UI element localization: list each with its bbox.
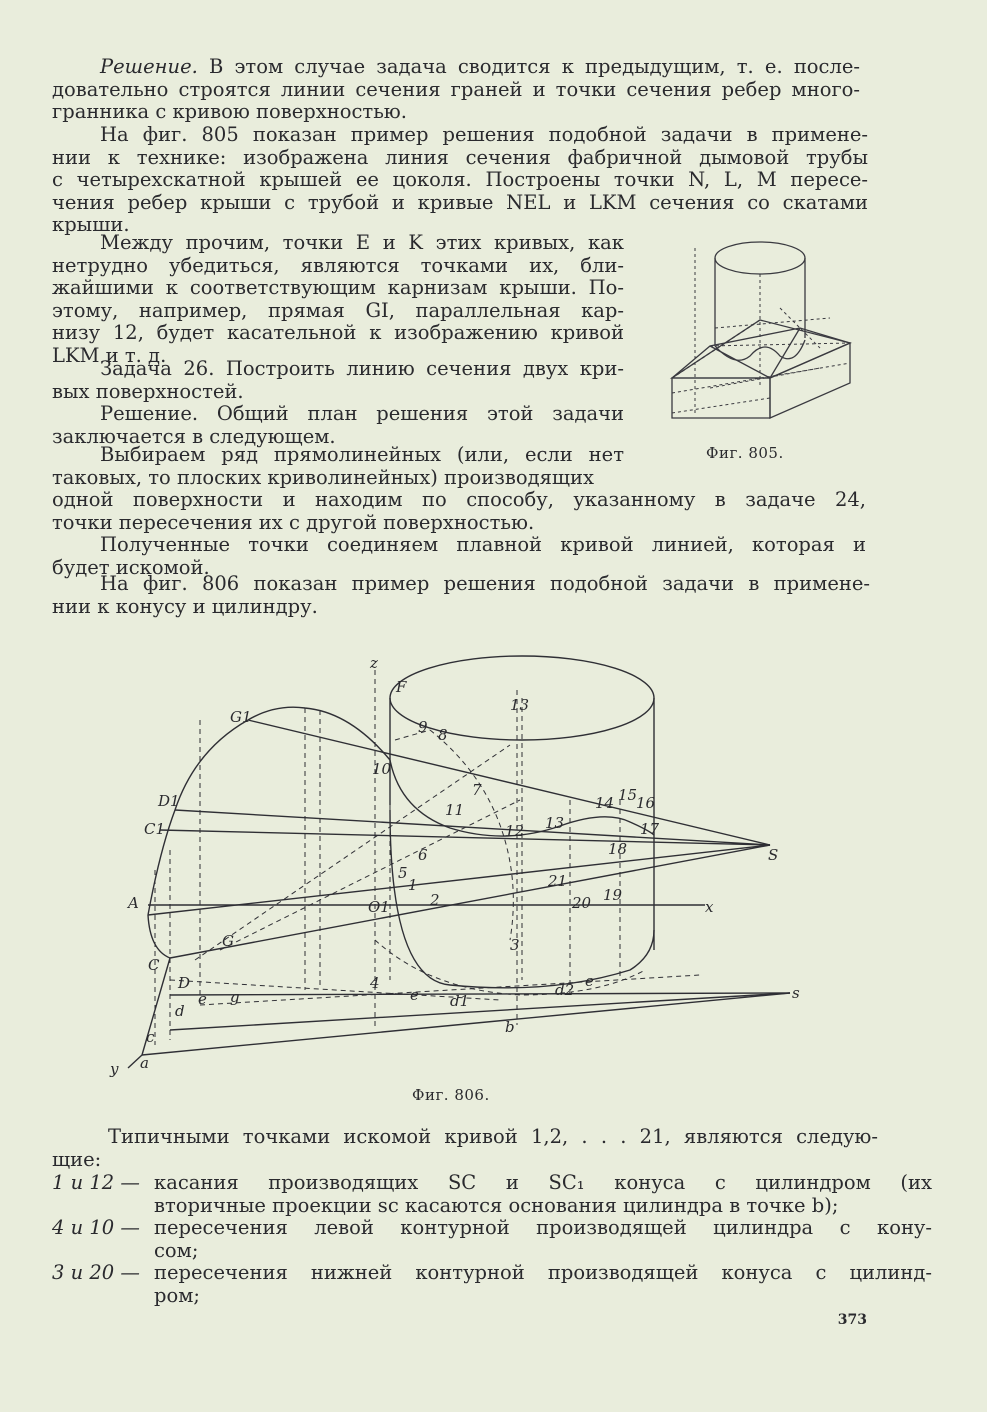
p2-line2: нии к технике: изображена линия сечения фабричной дымовой трубы	[52, 145, 868, 169]
paragraph-choose-generators-cont	[52, 489, 866, 534]
label-19: 19	[603, 886, 623, 904]
p2-line1: На фиг. 805 показан пример решения подобной задачи в примене-	[100, 123, 868, 146]
p2-line3: с четырехскатной крышей ее цоколя. Построены точки N, L, M пересе-	[52, 168, 868, 191]
label-F: F	[396, 678, 407, 696]
label-15: 15	[618, 786, 638, 804]
label-D: D	[178, 974, 191, 992]
p2-line5: крыши.	[52, 213, 130, 236]
paragraph-solution-plan	[52, 403, 624, 448]
p1-line3: гранника с кривою поверхностью.	[52, 100, 407, 123]
p3-line5: низу 12, будет касательной к изображению кривой	[52, 321, 624, 344]
label-6: 6	[418, 846, 428, 864]
paragraph-tangent-note	[52, 232, 624, 367]
label-d1: d1	[450, 992, 470, 1010]
p3-line4: этому, например, прямая GI, параллельная кар-	[52, 298, 624, 322]
label-8: 8	[438, 726, 448, 744]
p4-line1: Задача 26. Построить линию сечения двух кри-	[100, 357, 624, 380]
label-C1: C1	[144, 820, 166, 838]
paragraph-fig805-description	[52, 124, 868, 237]
label-c: c	[146, 1028, 155, 1046]
p3-line3: жайшими к соответствующим карнизам крыши. По-	[52, 276, 624, 299]
label-S: S	[768, 846, 779, 864]
p3-line2: нетрудно убедиться, являются точками их, бли-	[52, 253, 624, 277]
label-13: 13	[545, 814, 565, 832]
paragraph-choose-generators	[52, 444, 624, 489]
figure-805	[650, 228, 865, 433]
label-G1: G1	[230, 708, 252, 726]
label-10: 10	[372, 760, 392, 778]
paragraph-fig806-description	[52, 573, 870, 618]
label-C: C	[148, 956, 160, 974]
p5-line2: заключается в следующем.	[52, 424, 336, 448]
p9-line2: щие:	[52, 1147, 102, 1171]
p6-line4: точки пересечения их с другой поверхностью.	[52, 510, 535, 534]
label-2: 2	[430, 891, 440, 909]
list-item-line: ром;	[154, 1283, 200, 1307]
label-s: s	[792, 984, 800, 1002]
page-number: 373	[837, 1312, 867, 1328]
label-11: 11	[445, 801, 465, 819]
label-9: 9	[418, 718, 428, 736]
list-item-line: сом;	[154, 1238, 199, 1262]
solution-word: Решение.	[100, 55, 198, 78]
p3-line1: Между прочим, точки E и K этих кривых, как	[100, 231, 624, 254]
p6-line3: одной поверхности и находим по способу, указанному в задаче 24,	[52, 488, 866, 511]
label-17: 17	[640, 820, 660, 838]
label-O1: O1	[368, 898, 390, 916]
p6-line2: таковых, то плоских криволинейных) производящих	[52, 465, 595, 489]
paragraph-solution-intro	[52, 56, 860, 124]
label-18: 18	[608, 840, 628, 858]
label-g: g	[230, 988, 240, 1006]
label-z: z	[370, 654, 378, 672]
caption-fig805: Фиг. 805.	[706, 444, 784, 462]
list-item-line: вторичные проекции sc касаются основания цилиндра в точке b);	[154, 1193, 839, 1217]
label-x: x	[705, 898, 714, 916]
label-20: 20	[572, 894, 592, 912]
label-13-top: 13	[510, 696, 530, 714]
label-5: 5	[398, 864, 408, 882]
p6-line1: Выбираем ряд прямолинейных (или, если нет	[100, 443, 624, 466]
p8-line1: На фиг. 806 показан пример решения подобной задачи в примене-	[100, 572, 870, 595]
p7-line1: Полученные точки соединяем плавной кривой линией, которая и	[100, 533, 866, 556]
list-item-line: пересечения левой контурной производящей цилиндра с кону-	[154, 1216, 932, 1239]
label-16: 16	[636, 794, 656, 812]
label-e-mid: e	[410, 986, 419, 1004]
p7-line2: будет искомой.	[52, 555, 210, 579]
label-7: 7	[472, 781, 482, 799]
p5-line1: Решение. Общий план решения этой задачи	[100, 402, 624, 425]
paragraph-task-26	[52, 358, 624, 403]
label-d2: d2	[555, 981, 575, 999]
p1-line2: довательно строятся линии сечения граней и точки сечения ребер много-	[52, 77, 860, 101]
label-d: d	[175, 1002, 185, 1020]
label-14: 14	[595, 794, 615, 812]
caption-fig806: Фиг. 806.	[412, 1086, 490, 1104]
label-21: 21	[548, 872, 568, 890]
label-D1: D1	[158, 792, 180, 810]
label-e-left: e	[198, 990, 207, 1008]
p8-line2: нии к конусу и цилиндру.	[52, 594, 318, 618]
label-e-right: e	[585, 972, 594, 990]
list-item-number: 3 и 20 —	[52, 1261, 140, 1284]
figure-806	[100, 650, 820, 1080]
label-G: G	[222, 932, 234, 950]
label-y: y	[110, 1060, 119, 1078]
p4-line2: вых поверхностей.	[52, 379, 244, 403]
list-item-number: 1 и 12 —	[52, 1171, 140, 1194]
list-item-line: касания производящих SC и SC₁ конуса с цилиндром (их	[154, 1171, 932, 1194]
p9-line1: Типичными точками искомой кривой 1,2, . . . 21, являются следую-	[108, 1125, 878, 1148]
list-item-number: 4 и 10 —	[52, 1216, 140, 1239]
label-A: A	[128, 894, 139, 912]
label-b: b	[505, 1018, 515, 1036]
label-12: 12	[505, 822, 525, 840]
label-3: 3	[510, 936, 520, 954]
label-a: a	[140, 1054, 149, 1072]
paragraph-typical-points	[52, 1126, 878, 1171]
list-item-line: пересечения нижней контурной производящей конуса с цилинд-	[154, 1261, 932, 1284]
label-1: 1	[408, 876, 418, 894]
p3-line6: LKM и т. д.	[52, 343, 167, 367]
p2-line4: чения ребер крыши с трубой и кривые NEL и LKM сечения со скатами	[52, 190, 868, 214]
p1-line1: В этом случае задача сводится к предыдущим, т. е. после-	[209, 55, 860, 78]
label-4: 4	[370, 974, 380, 992]
